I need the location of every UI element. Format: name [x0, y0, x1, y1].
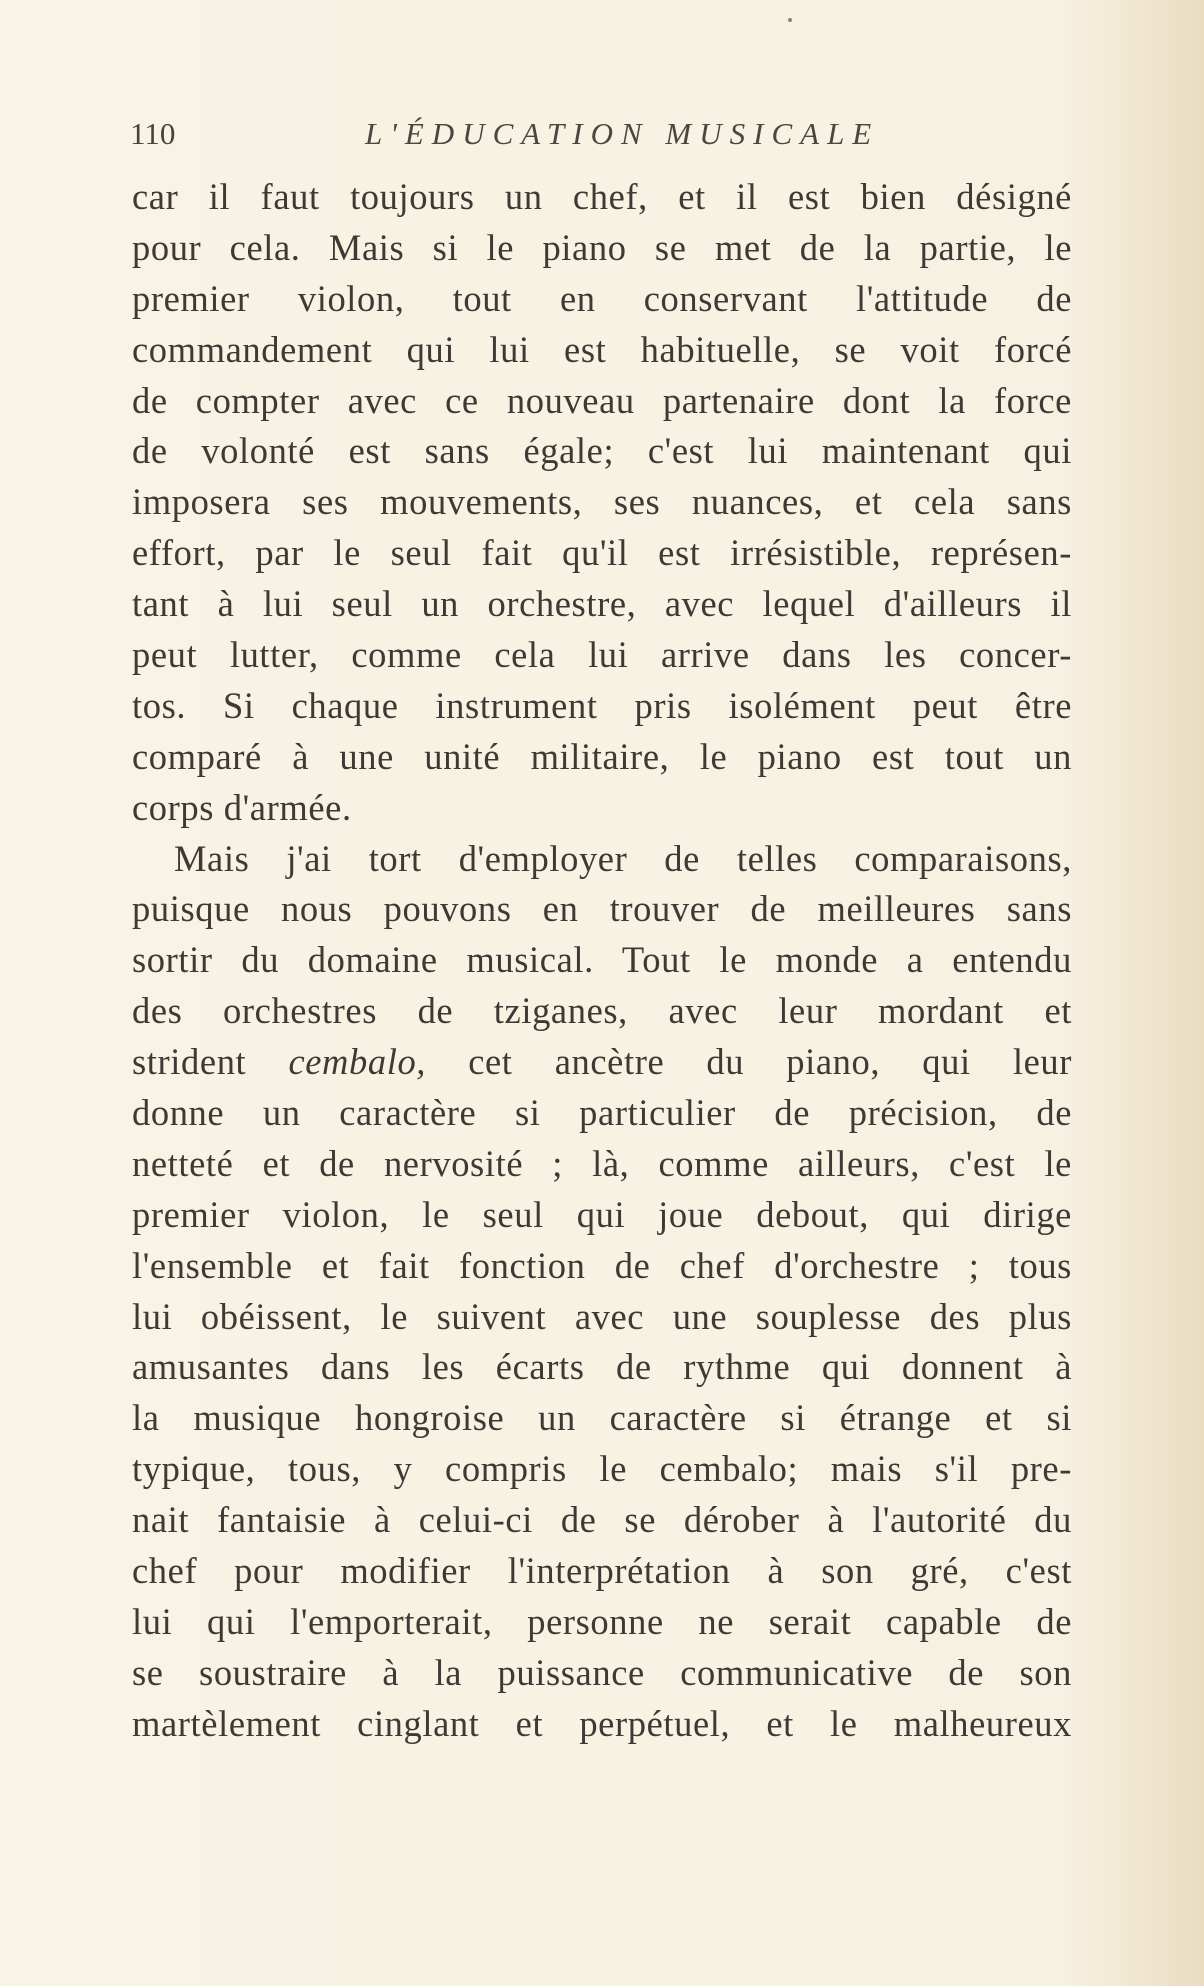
running-title: L'ÉDUCATION MUSICALE — [365, 116, 880, 151]
text-line: lui qui l'emporterait, personne ne serait capable de — [132, 1600, 1072, 1642]
page-number: 110 — [130, 116, 176, 151]
text-line: peut lutter, comme cela lui arrive dans les concer- — [132, 634, 1072, 676]
text-line: des orchestres de tziganes, avec leur mordant et — [132, 990, 1072, 1032]
text-line: comparé à une unité militaire, le piano est tout un — [132, 735, 1072, 777]
paragraph-2 — [132, 834, 1072, 1750]
text-line: amusantes dans les écarts de rythme qui donnent à — [132, 1346, 1072, 1388]
text-line: de volonté est sans égale; c'est lui maintenant qui — [132, 430, 1072, 472]
text-line: netteté et de nervosité ; là, comme ailleurs, c'est le — [132, 1142, 1072, 1184]
text-line: pour cela. Mais si le piano se met de la partie, le — [132, 226, 1072, 268]
italic-term: cembalo, — [288, 1041, 427, 1083]
text-line: Mais j'ai tort d'employer de telles comparaisons, — [174, 837, 1072, 879]
text-line: premier violon, le seul qui joue debout, qui dirige — [132, 1193, 1072, 1235]
text-line: commandement qui lui est habituelle, se voit forcé — [132, 328, 1072, 370]
text-line: martèlement cinglant et perpétuel, et le malheureux — [132, 1702, 1072, 1744]
line-text: strident — [132, 1041, 289, 1083]
ink-speck — [788, 18, 792, 22]
text-line: tos. Si chaque instrument pris isolément peut être — [132, 684, 1072, 726]
paragraph-1 — [132, 172, 1072, 834]
text-line: car il faut toujours un chef, et il est bien désigné — [132, 176, 1072, 217]
text-line: effort, par le seul fait qu'il est irrésistible, représen- — [132, 532, 1072, 574]
text-line: donne un caractère si particulier de précision, de — [132, 1092, 1072, 1134]
text-line: se soustraire à la puissance communicative de son — [132, 1651, 1072, 1693]
text-line: de compter avec ce nouveau partenaire dont la force — [132, 379, 1072, 421]
text-line — [132, 1037, 1072, 1088]
text-line: chef pour modifier l'interprétation à son gré, c'est — [132, 1550, 1072, 1592]
text-line: sortir du domaine musical. Tout le monde a entendu — [132, 939, 1072, 981]
text-line: la musique hongroise un caractère si étrange et si — [132, 1397, 1072, 1439]
text-line: corps d'armée. — [132, 786, 352, 828]
line-text: cet ancètre du piano, qui leur — [426, 1041, 1072, 1083]
page-header — [130, 112, 1075, 162]
text-line: puisque nous pouvons en trouver de meilleures sans — [132, 888, 1072, 930]
body-text — [132, 172, 1072, 1750]
text-line: imposera ses mouvements, ses nuances, et cela sans — [132, 481, 1072, 523]
text-line: lui obéissent, le suivent avec une souplesse des plus — [132, 1295, 1072, 1337]
text-line: typique, tous, y compris le cembalo; mais s'il pre- — [132, 1448, 1072, 1490]
text-line: premier violon, tout en conservant l'attitude de — [132, 277, 1072, 319]
text-line: nait fantaisie à celui-ci de se dérober à l'autorité du — [132, 1499, 1072, 1541]
text-line: tant à lui seul un orchestre, avec lequel d'ailleurs il — [132, 583, 1072, 625]
text-line: l'ensemble et fait fonction de chef d'orchestre ; tous — [132, 1244, 1072, 1286]
